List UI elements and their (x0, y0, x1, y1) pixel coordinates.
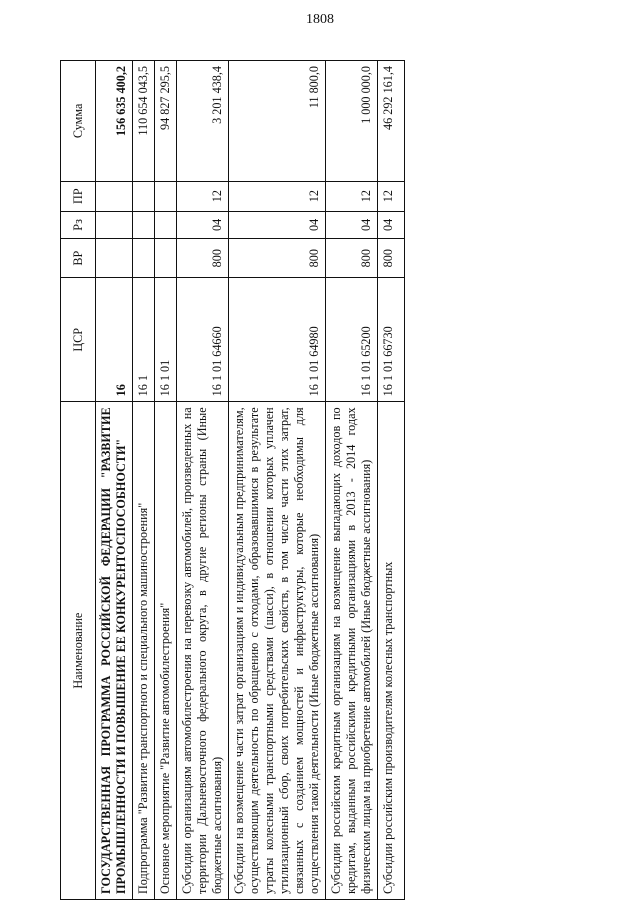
row-rz: 04 (177, 211, 229, 239)
row-rz: 04 (378, 211, 405, 239)
row-rz (133, 211, 155, 239)
row-csr: 16 1 01 64980 (229, 278, 326, 402)
row-sum: 156 635 400,2 (96, 61, 133, 182)
row-sum: 110 654 043,5 (133, 61, 155, 182)
row-csr: 16 1 01 64660 (177, 278, 229, 402)
table-row (96, 61, 133, 900)
column-header-rz: Рз (61, 211, 96, 239)
row-rz (155, 211, 177, 239)
table-row (326, 61, 378, 900)
row-name: Подпрограмма "Развитие транспортного и специального машиностроения" (133, 402, 155, 900)
row-sum: 3 201 438,4 (177, 61, 229, 182)
row-name: ГОСУДАРСТВЕННАЯ ПРОГРАММА РОССИЙСКОЙ ФЕДЕРАЦИИ "РАЗВИТИЕ ПРОМЫШЛЕННОСТИ И ПОВЫШЕНИЕ ЕЕ КОНКУРЕНТОСПОСОБНОСТИ" (96, 402, 133, 900)
row-sum: 1 000 000,0 (326, 61, 378, 182)
row-name: Субсидии российским кредитным организациям на возмещение выпадающих доходов по кредитам, выданным российскими кредитными организациями в 2013 - 2014 годах физическим лицам на приобретение автомобилей (Иные бюджетные ассигнования) (326, 402, 378, 900)
row-sum: 46 292 161,4 (378, 61, 405, 182)
row-pr: 12 (326, 181, 378, 211)
row-pr (133, 181, 155, 211)
budget-table (60, 60, 405, 900)
row-pr: 12 (177, 181, 229, 211)
column-header-sum: Сумма (61, 61, 96, 182)
row-csr: 16 1 01 65200 (326, 278, 378, 402)
table-header-row (61, 61, 96, 900)
row-name: Субсидии российским производителям колесных транспортных (378, 402, 405, 900)
row-csr: 16 1 01 66730 (378, 278, 405, 402)
row-sum: 94 827 295,5 (155, 61, 177, 182)
row-name: Субсидии на возмещение части затрат организациям и индивидуальным предпринимателям, осуществляющим деятельность по обращению с отходами, образовавшимися в результате утраты колесными транспортными средствами (шасси), в отношении которых уплачен утилизационный сбор, своих потребительских свойств, в том числе части этих затрат, связанных с созданием мощностей и инфраструктуры, которые необходимы для осуществления такой деятельности (Иные бюджетные ассигнования) (229, 402, 326, 900)
row-vr (155, 239, 177, 278)
row-rz (96, 211, 133, 239)
row-vr (133, 239, 155, 278)
column-header-pr: ПР (61, 181, 96, 211)
page-number: 1808 (306, 12, 334, 27)
row-csr: 16 1 01 (155, 278, 177, 402)
table-row (229, 61, 326, 900)
row-name: Основное мероприятие "Развитие автомобилестроения" (155, 402, 177, 900)
table-row (133, 61, 155, 900)
rotated-table-area (60, 60, 620, 900)
row-vr: 800 (177, 239, 229, 278)
row-pr: 12 (378, 181, 405, 211)
row-vr (96, 239, 133, 278)
row-name: Субсидии организациям автомобилестроения на перевозку автомобилей, произведенных на территории Дальневосточного федерального округа, в другие регионы страны (Иные бюджетные ассигнования) (177, 402, 229, 900)
row-rz: 04 (326, 211, 378, 239)
row-vr: 800 (378, 239, 405, 278)
row-csr: 16 (96, 278, 133, 402)
row-sum: 11 800,0 (229, 61, 326, 182)
column-header-vr: ВР (61, 239, 96, 278)
row-vr: 800 (326, 239, 378, 278)
row-vr: 800 (229, 239, 326, 278)
row-pr: 12 (229, 181, 326, 211)
column-header-name: Наименование (61, 402, 96, 900)
row-pr (96, 181, 133, 211)
table-row (155, 61, 177, 900)
row-csr: 16 1 (133, 278, 155, 402)
table-row (177, 61, 229, 900)
row-rz: 04 (229, 211, 326, 239)
row-pr (155, 181, 177, 211)
table-row (378, 61, 405, 900)
column-header-csr: ЦСР (61, 278, 96, 402)
